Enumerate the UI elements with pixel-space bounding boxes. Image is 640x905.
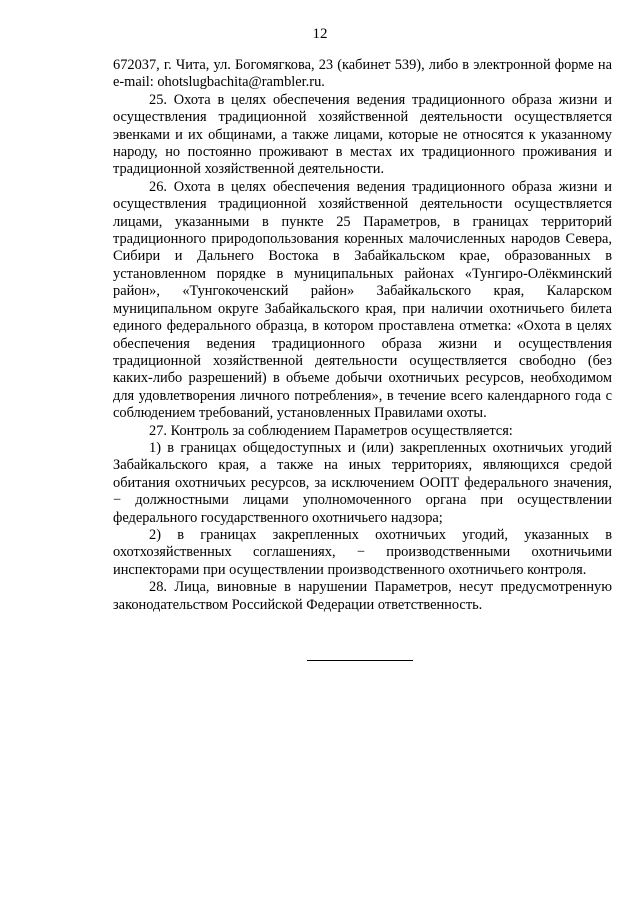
paragraph-27: 27. Контроль за соблюдением Параметров осуществляется: (149, 422, 513, 439)
paragraph-26: 26. Охота в целях обеспечения ведения традиционного образа жизни и осуществления традиционной хозяйственной деятельности осуществляется лицами, указанными в пункте 25 Параметров, в границах территорий традиционного природопользования коренных малочисленных народов Севера, Сибири и Дальнего Востока в Забайкальском крае, образованных в установленном порядке в муниципальных районах «Тунгиро-Олёкминский район», «Тунгокоченский район» Забайкальского края, Каларском муниципальном округе Забайкальского края, при наличии охотничьего билета единого федерального образца, в котором проставлена отметка: «Охота в целях обеспечения ведения традиционного образа жизни и осуществления традиционной хозяйственной деятельности осуществляется свободно (без каких-либо разрешений) в объеме добычи охотничьих ресурсов, необходимом для удовлетворения личного потребления», в течение всего календарного года с соблюдением требований, установленных Правилами охоты. (113, 178, 612, 422)
paragraph-25: 25. Охота в целях обеспечения ведения традиционного образа жизни и осуществления традиционной хозяйственной деятельности осуществляется эвенками и их общинами, а также лицами, которые не относятся к указанному народу, но постоянно проживают в местах их традиционного проживания и традиционной хозяйственной деятельности. (113, 91, 612, 178)
document-body (113, 57, 612, 614)
paragraph-28: 28. Лица, виновные в нарушении Параметров, несут предусмотренную законодательством Российской Федерации ответственность. (113, 579, 612, 613)
paragraph-address: 672037, г. Чита, ул. Богомягкова, 23 (кабинет 539), либо в электронной форме на e-mail: ohotslugbachita@rambler.ru. (113, 57, 612, 91)
end-of-document-rule (307, 660, 413, 661)
paragraph-27-item-2: 2) в границах закрепленных охотничьих угодий, указанных в охотхозяйственных соглашениях, − производственными охотничьими инспекторами при осуществлении производственного охотничьего контроля. (113, 526, 612, 578)
page-number: 12 (312, 26, 328, 42)
paragraph-27-item-1: 1) в границах общедоступных и (или) закрепленных охотничьих угодий Забайкальского края, а также на иных территориях, являющихся средой обитания охотничьих ресурсов, за исключением ООПТ федерального значения, − должностными лицами уполномоченного органа при осуществлении федерального государственного охотничьего надзора; (113, 439, 612, 526)
